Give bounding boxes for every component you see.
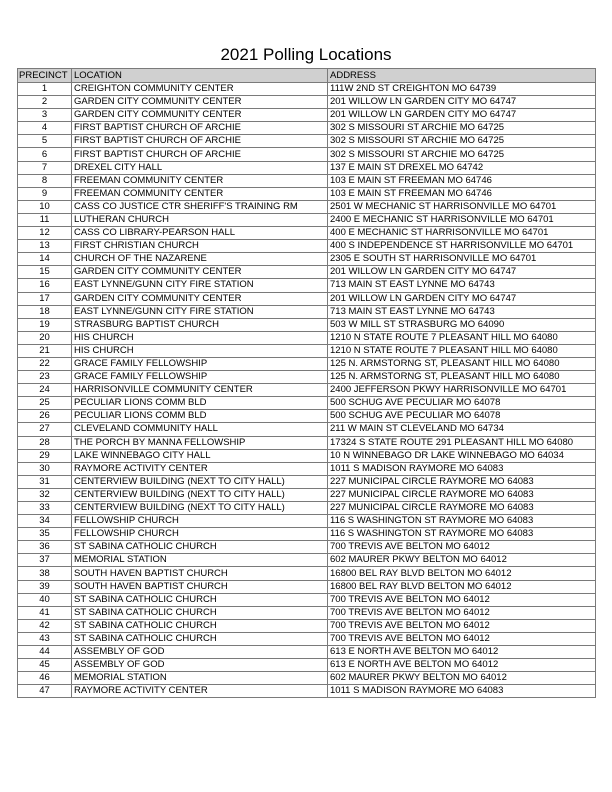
- precinct-cell: 47: [18, 685, 72, 698]
- header-precinct: PRECINCT: [18, 69, 72, 83]
- location-cell: CENTERVIEW BUILDING (NEXT TO CITY HALL): [72, 502, 328, 515]
- address-cell: 613 E NORTH AVE BELTON MO 64012: [328, 646, 596, 659]
- table-row: [18, 541, 596, 554]
- location-cell: FREEMAN COMMUNITY CENTER: [72, 174, 328, 187]
- precinct-cell: 2: [18, 96, 72, 109]
- table-row: [18, 632, 596, 645]
- table-row: [18, 423, 596, 436]
- table-row: [18, 554, 596, 567]
- precinct-cell: 11: [18, 213, 72, 226]
- precinct-cell: 42: [18, 619, 72, 632]
- precinct-cell: 9: [18, 187, 72, 200]
- address-cell: 111W 2ND ST CREIGHTON MO 64739: [328, 83, 596, 96]
- table-row: [18, 606, 596, 619]
- header-location: LOCATION: [72, 69, 328, 83]
- precinct-cell: 21: [18, 344, 72, 357]
- address-cell: 500 SCHUG AVE PECULIAR MO 64078: [328, 397, 596, 410]
- table-row: [18, 135, 596, 148]
- precinct-cell: 40: [18, 593, 72, 606]
- address-cell: 713 MAIN ST EAST LYNNE MO 64743: [328, 279, 596, 292]
- table-row: [18, 357, 596, 370]
- table-row: [18, 502, 596, 515]
- location-cell: GRACE FAMILY FELLOWSHIP: [72, 371, 328, 384]
- precinct-cell: 41: [18, 606, 72, 619]
- precinct-cell: 29: [18, 449, 72, 462]
- table-row: [18, 515, 596, 528]
- location-cell: HIS CHURCH: [72, 344, 328, 357]
- location-cell: HARRISONVILLE COMMUNITY CENTER: [72, 384, 328, 397]
- address-cell: 125 N. ARMSTORNG ST, PLEASANT HILL MO 64080: [328, 357, 596, 370]
- location-cell: DREXEL CITY HALL: [72, 161, 328, 174]
- address-cell: 116 S WASHINGTON ST RAYMORE MO 64083: [328, 515, 596, 528]
- location-cell: GARDEN CITY COMMUNITY CENTER: [72, 109, 328, 122]
- location-cell: GARDEN CITY COMMUNITY CENTER: [72, 292, 328, 305]
- precinct-cell: 18: [18, 305, 72, 318]
- location-cell: ST SABINA CATHOLIC CHURCH: [72, 593, 328, 606]
- location-cell: PECULIAR LIONS COMM BLD: [72, 410, 328, 423]
- precinct-cell: 5: [18, 135, 72, 148]
- table-row: [18, 305, 596, 318]
- table-row: [18, 318, 596, 331]
- precinct-cell: 27: [18, 423, 72, 436]
- address-cell: 613 E NORTH AVE BELTON MO 64012: [328, 659, 596, 672]
- table-row: [18, 384, 596, 397]
- location-cell: FIRST BAPTIST CHURCH OF ARCHIE: [72, 148, 328, 161]
- table-row: [18, 397, 596, 410]
- location-cell: CENTERVIEW BUILDING (NEXT TO CITY HALL): [72, 488, 328, 501]
- precinct-cell: 1: [18, 83, 72, 96]
- location-cell: HIS CHURCH: [72, 331, 328, 344]
- table-row: [18, 449, 596, 462]
- location-cell: LUTHERAN CHURCH: [72, 213, 328, 226]
- location-cell: EAST LYNNE/GUNN CITY FIRE STATION: [72, 305, 328, 318]
- location-cell: EAST LYNNE/GUNN CITY FIRE STATION: [72, 279, 328, 292]
- location-cell: ST SABINA CATHOLIC CHURCH: [72, 632, 328, 645]
- precinct-cell: 26: [18, 410, 72, 423]
- address-cell: 2305 E SOUTH ST HARRISONVILLE MO 64701: [328, 253, 596, 266]
- precinct-cell: 3: [18, 109, 72, 122]
- address-cell: 201 WILLOW LN GARDEN CITY MO 64747: [328, 109, 596, 122]
- location-cell: SOUTH HAVEN BAPTIST CHURCH: [72, 567, 328, 580]
- address-cell: 700 TREVIS AVE BELTON MO 64012: [328, 606, 596, 619]
- location-cell: FIRST CHRISTIAN CHURCH: [72, 240, 328, 253]
- table-row: [18, 187, 596, 200]
- table-row: [18, 213, 596, 226]
- table-row: [18, 109, 596, 122]
- precinct-cell: 19: [18, 318, 72, 331]
- precinct-cell: 46: [18, 672, 72, 685]
- precinct-cell: 34: [18, 515, 72, 528]
- table-row: [18, 475, 596, 488]
- location-cell: RAYMORE ACTIVITY CENTER: [72, 685, 328, 698]
- precinct-cell: 28: [18, 436, 72, 449]
- location-cell: THE PORCH BY MANNA FELLOWSHIP: [72, 436, 328, 449]
- table-row: [18, 96, 596, 109]
- address-cell: 500 SCHUG AVE PECULIAR MO 64078: [328, 410, 596, 423]
- table-row: [18, 659, 596, 672]
- precinct-cell: 14: [18, 253, 72, 266]
- address-cell: 125 N. ARMSTORNG ST, PLEASANT HILL MO 64080: [328, 371, 596, 384]
- table-body: [18, 83, 596, 698]
- table-row: [18, 174, 596, 187]
- precinct-cell: 15: [18, 266, 72, 279]
- table-row: [18, 580, 596, 593]
- address-cell: 201 WILLOW LN GARDEN CITY MO 64747: [328, 292, 596, 305]
- header-row: [18, 69, 596, 83]
- table-row: [18, 344, 596, 357]
- table-row: [18, 593, 596, 606]
- address-cell: 302 S MISSOURI ST ARCHIE MO 64725: [328, 135, 596, 148]
- precinct-cell: 36: [18, 541, 72, 554]
- address-cell: 400 E MECHANIC ST HARRISONVILLE MO 64701: [328, 227, 596, 240]
- address-cell: 103 E MAIN ST FREEMAN MO 64746: [328, 174, 596, 187]
- location-cell: CREIGHTON COMMUNITY CENTER: [72, 83, 328, 96]
- address-cell: 1011 S MADISON RAYMORE MO 64083: [328, 462, 596, 475]
- location-cell: CENTERVIEW BUILDING (NEXT TO CITY HALL): [72, 475, 328, 488]
- precinct-cell: 24: [18, 384, 72, 397]
- address-cell: 602 MAURER PKWY BELTON MO 64012: [328, 554, 596, 567]
- table-row: [18, 528, 596, 541]
- precinct-cell: 6: [18, 148, 72, 161]
- table-row: [18, 200, 596, 213]
- table-row: [18, 567, 596, 580]
- address-cell: 137 E MAIN ST DREXEL MO 64742: [328, 161, 596, 174]
- address-cell: 2400 JEFFERSON PKWY HARRISONVILLE MO 64701: [328, 384, 596, 397]
- location-cell: RAYMORE ACTIVITY CENTER: [72, 462, 328, 475]
- address-cell: 700 TREVIS AVE BELTON MO 64012: [328, 593, 596, 606]
- address-cell: 201 WILLOW LN GARDEN CITY MO 64747: [328, 96, 596, 109]
- table-row: [18, 672, 596, 685]
- page-title: 2021 Polling Locations: [220, 45, 392, 64]
- address-cell: 201 WILLOW LN GARDEN CITY MO 64747: [328, 266, 596, 279]
- location-cell: FELLOWSHIP CHURCH: [72, 515, 328, 528]
- table-row: [18, 685, 596, 698]
- precinct-cell: 31: [18, 475, 72, 488]
- table-row: [18, 292, 596, 305]
- address-cell: 713 MAIN ST EAST LYNNE MO 64743: [328, 305, 596, 318]
- precinct-cell: 8: [18, 174, 72, 187]
- location-cell: MEMORIAL STATION: [72, 554, 328, 567]
- location-cell: CASS CO LIBRARY-PEARSON HALL: [72, 227, 328, 240]
- address-cell: 17324 S STATE ROUTE 291 PLEASANT HILL MO 64080: [328, 436, 596, 449]
- precinct-cell: 13: [18, 240, 72, 253]
- table-row: [18, 331, 596, 344]
- location-cell: MEMORIAL STATION: [72, 672, 328, 685]
- precinct-cell: 25: [18, 397, 72, 410]
- address-cell: 400 S INDEPENDENCE ST HARRISONVILLE MO 64701: [328, 240, 596, 253]
- table-row: [18, 410, 596, 423]
- precinct-cell: 10: [18, 200, 72, 213]
- header-address: ADDRESS: [328, 69, 596, 83]
- location-cell: ST SABINA CATHOLIC CHURCH: [72, 606, 328, 619]
- location-cell: CASS CO JUSTICE CTR SHERIFF'S TRAINING RM: [72, 200, 328, 213]
- precinct-cell: 37: [18, 554, 72, 567]
- location-cell: FREEMAN COMMUNITY CENTER: [72, 187, 328, 200]
- precinct-cell: 17: [18, 292, 72, 305]
- precinct-cell: 12: [18, 227, 72, 240]
- table-row: [18, 279, 596, 292]
- table-row: [18, 148, 596, 161]
- address-cell: 227 MUNICIPAL CIRCLE RAYMORE MO 64083: [328, 488, 596, 501]
- table-row: [18, 161, 596, 174]
- precinct-cell: 38: [18, 567, 72, 580]
- precinct-cell: 23: [18, 371, 72, 384]
- precinct-cell: 44: [18, 646, 72, 659]
- precinct-cell: 35: [18, 528, 72, 541]
- address-cell: 302 S MISSOURI ST ARCHIE MO 64725: [328, 148, 596, 161]
- table-row: [18, 371, 596, 384]
- table-row: [18, 436, 596, 449]
- table-row: [18, 488, 596, 501]
- table-row: [18, 83, 596, 96]
- address-cell: 116 S WASHINGTON ST RAYMORE MO 64083: [328, 528, 596, 541]
- address-cell: 1210 N STATE ROUTE 7 PLEASANT HILL MO 64080: [328, 331, 596, 344]
- address-cell: 10 N WINNEBAGO DR LAKE WINNEBAGO MO 64034: [328, 449, 596, 462]
- address-cell: 700 TREVIS AVE BELTON MO 64012: [328, 632, 596, 645]
- location-cell: SOUTH HAVEN BAPTIST CHURCH: [72, 580, 328, 593]
- address-cell: 16800 BEL RAY BLVD BELTON MO 64012: [328, 567, 596, 580]
- table-row: [18, 227, 596, 240]
- table-row: [18, 266, 596, 279]
- address-cell: 227 MUNICIPAL CIRCLE RAYMORE MO 64083: [328, 502, 596, 515]
- location-cell: GRACE FAMILY FELLOWSHIP: [72, 357, 328, 370]
- location-cell: GARDEN CITY COMMUNITY CENTER: [72, 266, 328, 279]
- location-cell: CLEVELAND COMMUNITY HALL: [72, 423, 328, 436]
- location-cell: ST SABINA CATHOLIC CHURCH: [72, 619, 328, 632]
- precinct-cell: 22: [18, 357, 72, 370]
- address-cell: 227 MUNICIPAL CIRCLE RAYMORE MO 64083: [328, 475, 596, 488]
- precinct-cell: 30: [18, 462, 72, 475]
- address-cell: 602 MAURER PKWY BELTON MO 64012: [328, 672, 596, 685]
- location-cell: GARDEN CITY COMMUNITY CENTER: [72, 96, 328, 109]
- location-cell: FIRST BAPTIST CHURCH OF ARCHIE: [72, 135, 328, 148]
- precinct-cell: 32: [18, 488, 72, 501]
- precinct-cell: 45: [18, 659, 72, 672]
- address-cell: 103 E MAIN ST FREEMAN MO 64746: [328, 187, 596, 200]
- address-cell: 700 TREVIS AVE BELTON MO 64012: [328, 541, 596, 554]
- location-cell: PECULIAR LIONS COMM BLD: [72, 397, 328, 410]
- table-row: [18, 462, 596, 475]
- location-cell: CHURCH OF THE NAZARENE: [72, 253, 328, 266]
- precinct-cell: 4: [18, 122, 72, 135]
- address-cell: 2501 W MECHANIC ST HARRISONVILLE MO 64701: [328, 200, 596, 213]
- table-row: [18, 122, 596, 135]
- precinct-cell: 20: [18, 331, 72, 344]
- location-cell: ASSEMBLY OF GOD: [72, 659, 328, 672]
- address-cell: 2400 E MECHANIC ST HARRISONVILLE MO 64701: [328, 213, 596, 226]
- table-row: [18, 619, 596, 632]
- address-cell: 1011 S MADISON RAYMORE MO 64083: [328, 685, 596, 698]
- precinct-cell: 39: [18, 580, 72, 593]
- address-cell: 211 W MAIN ST CLEVELAND MO 64734: [328, 423, 596, 436]
- address-cell: 700 TREVIS AVE BELTON MO 64012: [328, 619, 596, 632]
- table-row: [18, 253, 596, 266]
- location-cell: LAKE WINNEBAGO CITY HALL: [72, 449, 328, 462]
- table-row: [18, 240, 596, 253]
- precinct-cell: 16: [18, 279, 72, 292]
- address-cell: 1210 N STATE ROUTE 7 PLEASANT HILL MO 64080: [328, 344, 596, 357]
- location-cell: STRASBURG BAPTIST CHURCH: [72, 318, 328, 331]
- precinct-cell: 7: [18, 161, 72, 174]
- precinct-cell: 43: [18, 632, 72, 645]
- table-row: [18, 646, 596, 659]
- polling-locations-table: [17, 68, 596, 698]
- location-cell: ST SABINA CATHOLIC CHURCH: [72, 541, 328, 554]
- location-cell: FELLOWSHIP CHURCH: [72, 528, 328, 541]
- address-cell: 503 W MILL ST STRASBURG MO 64090: [328, 318, 596, 331]
- address-cell: 302 S MISSOURI ST ARCHIE MO 64725: [328, 122, 596, 135]
- location-cell: FIRST BAPTIST CHURCH OF ARCHIE: [72, 122, 328, 135]
- location-cell: ASSEMBLY OF GOD: [72, 646, 328, 659]
- precinct-cell: 33: [18, 502, 72, 515]
- address-cell: 16800 BEL RAY BLVD BELTON MO 64012: [328, 580, 596, 593]
